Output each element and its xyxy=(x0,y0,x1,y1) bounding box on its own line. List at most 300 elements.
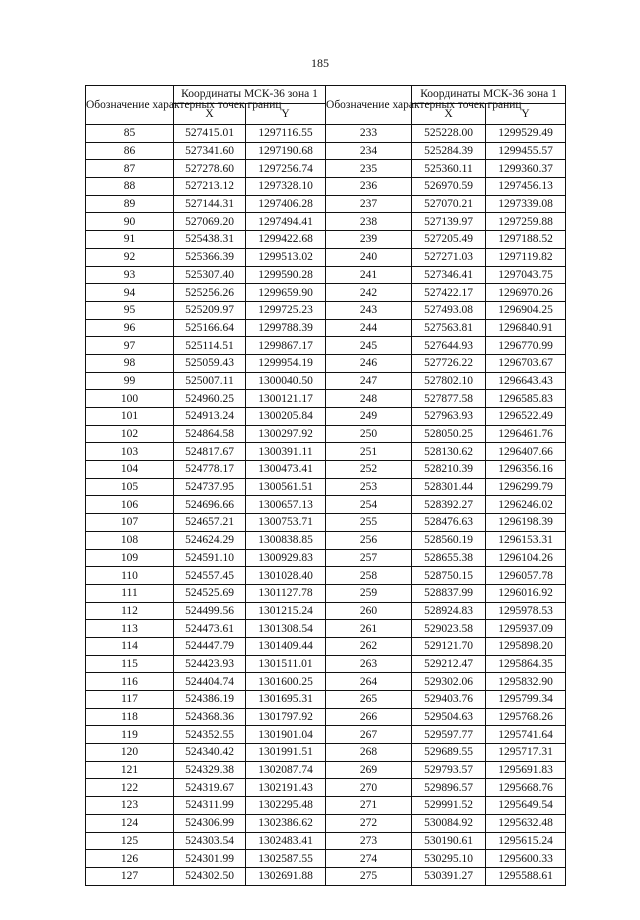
point-id-right: 267 xyxy=(326,726,412,744)
table-row xyxy=(86,496,566,514)
x-left: 524778.17 xyxy=(174,461,246,479)
point-id-left: 87 xyxy=(86,160,174,178)
y-left: 1302691.88 xyxy=(246,867,326,885)
y-right: 1296703.67 xyxy=(486,354,566,372)
x-right: 527346.41 xyxy=(412,266,486,284)
y-left: 1301127.78 xyxy=(246,584,326,602)
x-left: 527213.12 xyxy=(174,178,246,196)
table-row xyxy=(86,195,566,213)
y-right: 1296904.25 xyxy=(486,301,566,319)
point-id-left: 115 xyxy=(86,655,174,673)
y-right: 1296770.99 xyxy=(486,337,566,355)
x-left: 524473.61 xyxy=(174,620,246,638)
table-row xyxy=(86,655,566,673)
x-left: 524352.55 xyxy=(174,726,246,744)
table-row xyxy=(86,390,566,408)
point-id-left: 109 xyxy=(86,549,174,567)
y-left: 1301308.54 xyxy=(246,620,326,638)
y-left: 1299659.90 xyxy=(246,284,326,302)
point-id-left: 123 xyxy=(86,797,174,815)
x-right: 528750.15 xyxy=(412,567,486,585)
point-id-right: 233 xyxy=(326,125,412,143)
y-left: 1302587.55 xyxy=(246,850,326,868)
x-right: 530190.61 xyxy=(412,832,486,850)
x-left: 527341.60 xyxy=(174,142,246,160)
y-left: 1300753.71 xyxy=(246,514,326,532)
y-left: 1300929.83 xyxy=(246,549,326,567)
x-right: 530391.27 xyxy=(412,867,486,885)
y-right: 1295937.09 xyxy=(486,620,566,638)
x-left: 524447.79 xyxy=(174,637,246,655)
x-left: 524301.99 xyxy=(174,850,246,868)
y-right: 1296057.78 xyxy=(486,567,566,585)
table-body xyxy=(86,125,566,886)
table-row xyxy=(86,867,566,885)
table-row xyxy=(86,178,566,196)
point-id-right: 259 xyxy=(326,584,412,602)
x-right: 528130.62 xyxy=(412,443,486,461)
point-id-left: 94 xyxy=(86,284,174,302)
y-right: 1296461.76 xyxy=(486,425,566,443)
table-row xyxy=(86,620,566,638)
x-left: 524404.74 xyxy=(174,673,246,691)
x-right: 528210.39 xyxy=(412,461,486,479)
coord-group-header-left: Координаты МСК-36 зона 1 xyxy=(174,86,326,104)
point-id-right: 241 xyxy=(326,266,412,284)
table-row xyxy=(86,602,566,620)
x-right: 529121.70 xyxy=(412,637,486,655)
point-id-left: 100 xyxy=(86,390,174,408)
point-id-right: 268 xyxy=(326,744,412,762)
y-right: 1296522.49 xyxy=(486,408,566,426)
point-id-left: 118 xyxy=(86,708,174,726)
x-right: 529212.47 xyxy=(412,655,486,673)
x-left: 524817.67 xyxy=(174,443,246,461)
y-right: 1296246.02 xyxy=(486,496,566,514)
x-right: 530084.92 xyxy=(412,814,486,832)
y-left: 1302295.48 xyxy=(246,797,326,815)
y-left: 1297406.28 xyxy=(246,195,326,213)
y-left: 1299513.02 xyxy=(246,248,326,266)
y-right: 1299455.57 xyxy=(486,142,566,160)
point-id-left: 126 xyxy=(86,850,174,868)
table-row xyxy=(86,160,566,178)
y-left: 1301511.01 xyxy=(246,655,326,673)
table-row xyxy=(86,726,566,744)
table-row xyxy=(86,266,566,284)
y-right: 1297456.13 xyxy=(486,178,566,196)
table-row xyxy=(86,354,566,372)
table-row xyxy=(86,744,566,762)
point-id-left: 93 xyxy=(86,266,174,284)
x-left: 525438.31 xyxy=(174,231,246,249)
x-right: 527422.17 xyxy=(412,284,486,302)
y-left: 1299954.19 xyxy=(246,354,326,372)
x-left: 527415.01 xyxy=(174,125,246,143)
y-left: 1301409.44 xyxy=(246,637,326,655)
point-id-right: 251 xyxy=(326,443,412,461)
x-right: 529023.58 xyxy=(412,620,486,638)
point-id-left: 99 xyxy=(86,372,174,390)
x-right: 528476.63 xyxy=(412,514,486,532)
x-left: 524737.95 xyxy=(174,478,246,496)
x-left: 527144.31 xyxy=(174,195,246,213)
y-right: 1296104.26 xyxy=(486,549,566,567)
x-right: 525284.39 xyxy=(412,142,486,160)
y-right: 1295978.53 xyxy=(486,602,566,620)
table-row xyxy=(86,549,566,567)
x-right: 529504.63 xyxy=(412,708,486,726)
y-right: 1297119.82 xyxy=(486,248,566,266)
y-left: 1300391.11 xyxy=(246,443,326,461)
x-right: 527493.08 xyxy=(412,301,486,319)
x-left: 527278.60 xyxy=(174,160,246,178)
x-right: 529793.57 xyxy=(412,761,486,779)
point-id-left: 90 xyxy=(86,213,174,231)
y-right: 1295632.48 xyxy=(486,814,566,832)
x-left: 524423.93 xyxy=(174,655,246,673)
point-id-left: 120 xyxy=(86,744,174,762)
x-left: 525059.43 xyxy=(174,354,246,372)
point-id-right: 244 xyxy=(326,319,412,337)
table-row xyxy=(86,637,566,655)
point-id-left: 108 xyxy=(86,531,174,549)
x-right: 527644.93 xyxy=(412,337,486,355)
x-left: 524329.38 xyxy=(174,761,246,779)
x-left: 525307.40 xyxy=(174,266,246,284)
x-left: 524340.42 xyxy=(174,744,246,762)
y-right: 1296016.92 xyxy=(486,584,566,602)
x-header-left: X xyxy=(174,104,246,125)
y-right: 1296643.43 xyxy=(486,372,566,390)
point-id-left: 104 xyxy=(86,461,174,479)
x-right: 527563.81 xyxy=(412,319,486,337)
y-right: 1296198.39 xyxy=(486,514,566,532)
y-left: 1297494.41 xyxy=(246,213,326,231)
table-row xyxy=(86,584,566,602)
y-right: 1297339.08 xyxy=(486,195,566,213)
x-right: 529597.77 xyxy=(412,726,486,744)
point-id-left: 101 xyxy=(86,408,174,426)
point-id-right: 275 xyxy=(326,867,412,885)
point-id-right: 248 xyxy=(326,390,412,408)
x-right: 527271.03 xyxy=(412,248,486,266)
y-left: 1300297.92 xyxy=(246,425,326,443)
y-left: 1300657.13 xyxy=(246,496,326,514)
table-row xyxy=(86,425,566,443)
point-id-left: 121 xyxy=(86,761,174,779)
point-id-right: 258 xyxy=(326,567,412,585)
point-id-right: 260 xyxy=(326,602,412,620)
point-id-right: 234 xyxy=(326,142,412,160)
x-right: 527802.10 xyxy=(412,372,486,390)
x-left: 524319.67 xyxy=(174,779,246,797)
y-left: 1297116.55 xyxy=(246,125,326,143)
y-header-left: Y xyxy=(246,104,326,125)
y-right: 1295668.76 xyxy=(486,779,566,797)
y-right: 1297188.52 xyxy=(486,231,566,249)
table-row xyxy=(86,691,566,709)
point-id-left: 117 xyxy=(86,691,174,709)
y-left: 1301901.04 xyxy=(246,726,326,744)
point-id-right: 246 xyxy=(326,354,412,372)
y-left: 1299725.23 xyxy=(246,301,326,319)
x-left: 524303.54 xyxy=(174,832,246,850)
x-right: 529403.76 xyxy=(412,691,486,709)
y-right: 1295799.34 xyxy=(486,691,566,709)
point-id-right: 264 xyxy=(326,673,412,691)
x-right: 528301.44 xyxy=(412,478,486,496)
point-id-left: 96 xyxy=(86,319,174,337)
y-right: 1296585.83 xyxy=(486,390,566,408)
y-left: 1301991.51 xyxy=(246,744,326,762)
table-row xyxy=(86,461,566,479)
x-left: 524696.66 xyxy=(174,496,246,514)
point-id-right: 245 xyxy=(326,337,412,355)
y-left: 1301797.92 xyxy=(246,708,326,726)
y-right: 1295717.31 xyxy=(486,744,566,762)
point-id-right: 236 xyxy=(326,178,412,196)
x-right: 527070.21 xyxy=(412,195,486,213)
table-row xyxy=(86,761,566,779)
point-id-right: 274 xyxy=(326,850,412,868)
point-id-right: 250 xyxy=(326,425,412,443)
table-row xyxy=(86,408,566,426)
point-id-left: 122 xyxy=(86,779,174,797)
y-left: 1301215.24 xyxy=(246,602,326,620)
point-id-right: 265 xyxy=(326,691,412,709)
y-right: 1295588.61 xyxy=(486,867,566,885)
x-left: 525256.26 xyxy=(174,284,246,302)
y-right: 1296299.79 xyxy=(486,478,566,496)
table-row xyxy=(86,478,566,496)
x-left: 524386.19 xyxy=(174,691,246,709)
point-id-right: 249 xyxy=(326,408,412,426)
x-left: 524525.69 xyxy=(174,584,246,602)
y-right: 1295741.64 xyxy=(486,726,566,744)
point-id-left: 97 xyxy=(86,337,174,355)
table-row xyxy=(86,301,566,319)
point-id-left: 91 xyxy=(86,231,174,249)
point-id-left: 105 xyxy=(86,478,174,496)
point-id-left: 102 xyxy=(86,425,174,443)
y-right: 1295864.35 xyxy=(486,655,566,673)
point-id-right: 247 xyxy=(326,372,412,390)
x-left: 524591.10 xyxy=(174,549,246,567)
y-right: 1296407.66 xyxy=(486,443,566,461)
x-right: 525228.00 xyxy=(412,125,486,143)
table-row xyxy=(86,850,566,868)
y-right: 1299529.49 xyxy=(486,125,566,143)
point-id-left: 103 xyxy=(86,443,174,461)
y-right: 1299360.37 xyxy=(486,160,566,178)
point-id-right: 240 xyxy=(326,248,412,266)
y-left: 1299422.68 xyxy=(246,231,326,249)
point-id-left: 116 xyxy=(86,673,174,691)
x-left: 527069.20 xyxy=(174,213,246,231)
x-left: 524913.24 xyxy=(174,408,246,426)
y-left: 1301028.40 xyxy=(246,567,326,585)
table-row xyxy=(86,319,566,337)
x-right: 528924.83 xyxy=(412,602,486,620)
y-right: 1295615.24 xyxy=(486,832,566,850)
x-left: 524864.58 xyxy=(174,425,246,443)
point-id-right: 254 xyxy=(326,496,412,514)
y-right: 1295768.26 xyxy=(486,708,566,726)
x-right: 528655.38 xyxy=(412,549,486,567)
point-id-right: 253 xyxy=(326,478,412,496)
x-left: 525166.64 xyxy=(174,319,246,337)
y-left: 1300205.84 xyxy=(246,408,326,426)
x-left: 524624.29 xyxy=(174,531,246,549)
point-id-left: 112 xyxy=(86,602,174,620)
x-left: 525007.11 xyxy=(174,372,246,390)
y-left: 1302087.74 xyxy=(246,761,326,779)
y-left: 1297328.10 xyxy=(246,178,326,196)
table-row xyxy=(86,125,566,143)
point-id-left: 86 xyxy=(86,142,174,160)
point-label-header-left: Обозначение характерных точек границ xyxy=(86,86,174,125)
table-row xyxy=(86,531,566,549)
table-row xyxy=(86,443,566,461)
x-left: 525209.97 xyxy=(174,301,246,319)
y-right: 1296970.26 xyxy=(486,284,566,302)
x-right: 527139.97 xyxy=(412,213,486,231)
x-right: 530295.10 xyxy=(412,850,486,868)
x-right: 527205.49 xyxy=(412,231,486,249)
x-left: 524557.45 xyxy=(174,567,246,585)
y-left: 1302386.62 xyxy=(246,814,326,832)
point-id-right: 271 xyxy=(326,797,412,815)
table-row xyxy=(86,248,566,266)
x-right: 529991.52 xyxy=(412,797,486,815)
x-right: 526970.59 xyxy=(412,178,486,196)
point-id-left: 106 xyxy=(86,496,174,514)
point-id-right: 269 xyxy=(326,761,412,779)
table-row xyxy=(86,814,566,832)
y-right: 1295898.20 xyxy=(486,637,566,655)
point-id-left: 127 xyxy=(86,867,174,885)
y-left: 1299788.39 xyxy=(246,319,326,337)
point-id-right: 252 xyxy=(326,461,412,479)
y-left: 1300040.50 xyxy=(246,372,326,390)
y-left: 1297256.74 xyxy=(246,160,326,178)
y-left: 1300121.17 xyxy=(246,390,326,408)
point-id-left: 107 xyxy=(86,514,174,532)
point-id-left: 98 xyxy=(86,354,174,372)
y-left: 1302483.41 xyxy=(246,832,326,850)
y-right: 1295832.90 xyxy=(486,673,566,691)
point-id-left: 88 xyxy=(86,178,174,196)
table-row xyxy=(86,213,566,231)
y-left: 1301600.25 xyxy=(246,673,326,691)
y-left: 1302191.43 xyxy=(246,779,326,797)
x-left: 525114.51 xyxy=(174,337,246,355)
y-right: 1296356.16 xyxy=(486,461,566,479)
point-id-right: 239 xyxy=(326,231,412,249)
x-right: 528050.25 xyxy=(412,425,486,443)
point-id-right: 238 xyxy=(326,213,412,231)
page-number: 185 xyxy=(311,56,329,70)
point-id-right: 256 xyxy=(326,531,412,549)
point-id-right: 266 xyxy=(326,708,412,726)
table-row xyxy=(86,142,566,160)
x-right: 527963.93 xyxy=(412,408,486,426)
y-left: 1300838.85 xyxy=(246,531,326,549)
x-right: 528560.19 xyxy=(412,531,486,549)
x-left: 524499.56 xyxy=(174,602,246,620)
point-id-right: 257 xyxy=(326,549,412,567)
y-right: 1297259.88 xyxy=(486,213,566,231)
x-left: 524368.36 xyxy=(174,708,246,726)
y-left: 1299867.17 xyxy=(246,337,326,355)
table-row xyxy=(86,231,566,249)
point-id-right: 262 xyxy=(326,637,412,655)
coordinates-table xyxy=(85,85,566,886)
point-id-left: 85 xyxy=(86,125,174,143)
point-id-right: 273 xyxy=(326,832,412,850)
y-left: 1297190.68 xyxy=(246,142,326,160)
x-right: 529896.57 xyxy=(412,779,486,797)
x-left: 524960.25 xyxy=(174,390,246,408)
table-row xyxy=(86,284,566,302)
x-right: 528392.27 xyxy=(412,496,486,514)
point-id-left: 92 xyxy=(86,248,174,266)
y-right: 1296840.91 xyxy=(486,319,566,337)
y-left: 1300473.41 xyxy=(246,461,326,479)
x-header-right: X xyxy=(412,104,486,125)
point-id-right: 270 xyxy=(326,779,412,797)
x-left: 524302.50 xyxy=(174,867,246,885)
x-left: 524311.99 xyxy=(174,797,246,815)
coord-group-header-right: Координаты МСК-36 зона 1 xyxy=(412,86,566,104)
point-id-right: 237 xyxy=(326,195,412,213)
table-row xyxy=(86,779,566,797)
point-id-left: 111 xyxy=(86,584,174,602)
point-id-right: 243 xyxy=(326,301,412,319)
x-right: 529302.06 xyxy=(412,673,486,691)
point-id-left: 125 xyxy=(86,832,174,850)
point-id-right: 255 xyxy=(326,514,412,532)
point-id-left: 114 xyxy=(86,637,174,655)
y-right: 1295691.83 xyxy=(486,761,566,779)
table-row xyxy=(86,514,566,532)
point-id-right: 263 xyxy=(326,655,412,673)
x-right: 528837.99 xyxy=(412,584,486,602)
table-row xyxy=(86,372,566,390)
point-id-right: 235 xyxy=(326,160,412,178)
point-id-right: 272 xyxy=(326,814,412,832)
table-row xyxy=(86,337,566,355)
y-left: 1300561.51 xyxy=(246,478,326,496)
x-right: 525360.11 xyxy=(412,160,486,178)
point-id-left: 119 xyxy=(86,726,174,744)
point-id-left: 113 xyxy=(86,620,174,638)
table-row xyxy=(86,567,566,585)
x-right: 527877.58 xyxy=(412,390,486,408)
point-id-right: 242 xyxy=(326,284,412,302)
table-row xyxy=(86,797,566,815)
point-id-left: 124 xyxy=(86,814,174,832)
y-header-right: Y xyxy=(486,104,566,125)
table-row xyxy=(86,708,566,726)
point-id-left: 110 xyxy=(86,567,174,585)
x-left: 524657.21 xyxy=(174,514,246,532)
y-left: 1301695.31 xyxy=(246,691,326,709)
x-right: 529689.55 xyxy=(412,744,486,762)
y-left: 1299590.28 xyxy=(246,266,326,284)
x-left: 524306.99 xyxy=(174,814,246,832)
